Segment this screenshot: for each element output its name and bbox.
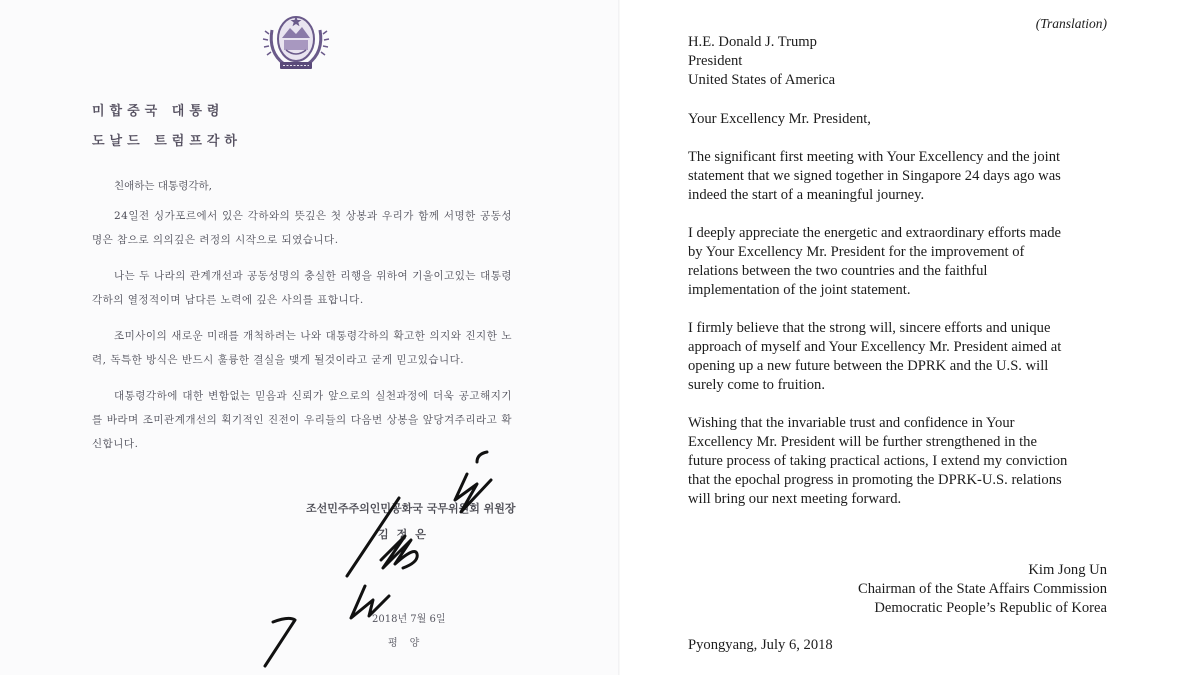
korean-salutation: 친애하는 대통령각하, [114, 180, 212, 192]
signer-name: Kim Jong Un [1028, 562, 1107, 578]
korean-paragraph: 24일전 싱가포르에서 있은 각하와의 뜻깊은 첫 상봉과 우리가 함께 서명한 공동성명은 참으로 의의깊은 려정의 시작으로 되였습니다. [92, 210, 512, 246]
korean-addressee-line-2: 도날드 트럼프각하 [92, 134, 242, 149]
text-line: approach of myself and Your Excellency Mr. President aimed at [688, 339, 1062, 355]
english-signature-block [858, 561, 1107, 618]
korean-body [92, 204, 512, 468]
english-place-date: Pyongyang, July 6, 2018 [688, 637, 833, 653]
korean-paragraph: 나는 두 나라의 관계개선과 공동성명의 충실한 리행을 위하여 기울이고있는 대통령각하의 열정적이며 남다른 노력에 깊은 사의를 표합니다. [92, 270, 512, 306]
english-paragraph-4 [688, 414, 1133, 509]
addressee-name: H.E. Donald J. Trump [688, 34, 817, 50]
text-line: that the epochal progress in promoting the DPRK-U.S. relations [688, 472, 1062, 488]
english-paragraph-2 [688, 224, 1133, 300]
korean-paragraph: 조미사이의 새로운 미래를 개척하려는 나와 대통령각하의 확고한 의지와 진지한 노력, 독특한 방식은 반드시 훌륭한 결실을 맺게 될것이라고 굳게 믿고있습니다. [92, 330, 512, 366]
korean-place: 평양 [388, 638, 432, 649]
text-line: future process of taking practical actions, I extend my conviction [688, 453, 1068, 469]
english-salutation: Your Excellency Mr. President, [688, 111, 871, 127]
english-paragraph-1 [688, 148, 1133, 205]
text-line: indeed the start of a meaningful journey. [688, 187, 925, 203]
addressee-title: President [688, 53, 743, 69]
text-line: implementation of the joint statement. [688, 282, 911, 298]
text-line: surely come to fruition. [688, 377, 825, 393]
signer-title: Chairman of the State Affairs Commission [857, 581, 1107, 597]
handwritten-signature-icon [255, 440, 515, 670]
text-line: opening up a new future between the DPRK and the U.S. will [688, 358, 1049, 374]
text-line: statement that we signed together in Singapore 24 days ago was [688, 168, 1061, 184]
signer-country: Democratic People’s Republic of Korea [874, 600, 1107, 616]
korean-date: 2018년 7월 6일 [372, 614, 446, 625]
korean-signature-name: 김정은 [378, 528, 434, 541]
text-line: Excellency Mr. President will be further strengthened in the [688, 434, 1037, 450]
text-line: Wishing that the invariable trust and confidence in Your [688, 415, 1015, 431]
english-body [688, 148, 1133, 528]
korean-paragraph: 대통령각하에 대한 변함없는 믿음과 신뢰가 앞으로의 실천과정에 더욱 공고해지기를 바라며 조미관계개선의 획기적인 진전이 우리들의 다음번 상봉을 앞당겨주리라고 확신합니다. [92, 390, 512, 450]
addressee-country: United States of America [688, 72, 836, 88]
korean-addressee-line-1: 미합중국 대통령 [92, 104, 225, 119]
text-line: The significant first meeting with Your Excellency and the joint [688, 149, 1061, 165]
english-paragraph-3 [688, 319, 1133, 395]
text-line: relations between the two countries and the faithful [688, 263, 988, 279]
translation-label: (Translation) [1035, 16, 1107, 31]
text-line: by Your Excellency Mr. President for the improvement of [688, 244, 1025, 260]
english-addressee [688, 33, 835, 90]
text-line: will bring our next meeting forward. [688, 491, 902, 507]
text-line: I firmly believe that the strong will, sincere efforts and unique [688, 320, 1051, 336]
korean-signature-title: 조선민주주의인민공화국 국무위원회 위원장 [306, 502, 516, 515]
state-emblem-icon [262, 10, 330, 74]
text-line: I deeply appreciate the energetic and extraordinary efforts made [688, 225, 1062, 241]
